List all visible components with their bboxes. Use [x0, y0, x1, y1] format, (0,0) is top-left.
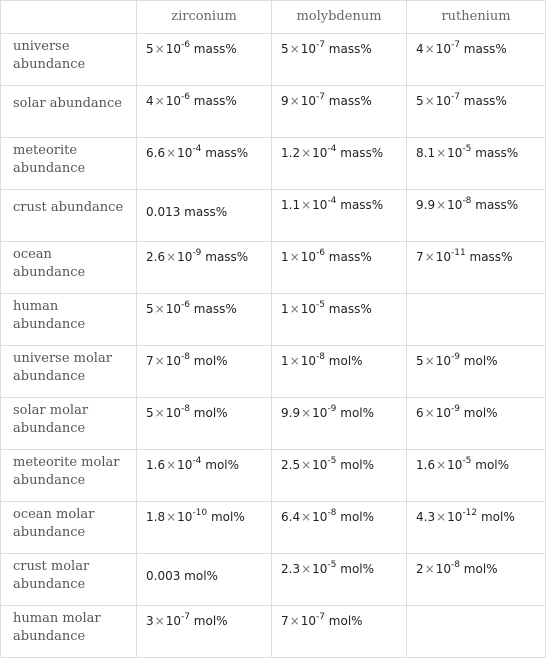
cell-zirconium: $1.6\times 10^{-4}$ mol%: [137, 450, 272, 502]
table-body: [1, 34, 546, 658]
unit: mass%: [469, 250, 513, 264]
mantissa: 6.4: [281, 510, 301, 524]
cell-molybdenum: $9\times 10^{-7}$ mass%: [272, 86, 407, 138]
exponent: -10: [192, 508, 208, 518]
times-sign: ×: [166, 250, 177, 264]
unit: mol%: [210, 510, 245, 524]
exponent: -7: [450, 40, 460, 50]
unit: mass%: [463, 94, 507, 108]
row-label: ocean abundance: [1, 242, 137, 294]
column-header-zirconium: zirconium: [137, 1, 272, 34]
unit: mol%: [193, 406, 228, 420]
exponent: -7: [315, 612, 325, 622]
mantissa: 8.1: [416, 146, 436, 160]
unit: mass%: [205, 146, 249, 160]
mantissa: 4: [416, 42, 424, 56]
unit: mol%: [463, 562, 498, 576]
exponent: -6: [180, 40, 190, 50]
mantissa: 1: [281, 250, 289, 264]
times-sign: ×: [289, 354, 300, 368]
times-sign: ×: [154, 42, 165, 56]
table-row: [1, 294, 546, 346]
unit: mass%: [328, 42, 372, 56]
cell-ruthenium: [407, 606, 546, 658]
exponent: -5: [327, 560, 337, 570]
unit: mol%: [340, 510, 375, 524]
cell-molybdenum: $5\times 10^{-7}$ mass%: [272, 34, 407, 86]
unit: mol%: [475, 458, 510, 472]
times-sign: ×: [289, 42, 300, 56]
cell-molybdenum: $2.3\times 10^{-5}$ mol%: [272, 554, 407, 606]
cell-molybdenum: $1\times 10^{-5}$ mass%: [272, 294, 407, 346]
cell-ruthenium: $5\times 10^{-9}$ mol%: [407, 346, 546, 398]
exponent: -4: [327, 144, 337, 154]
cell-molybdenum: $1.1\times 10^{-4}$ mass%: [272, 190, 407, 242]
mantissa: 5: [146, 406, 154, 420]
exponent: -8: [180, 404, 190, 414]
exponent: -9: [327, 404, 337, 414]
cell-molybdenum: $1.2\times 10^{-4}$ mass%: [272, 138, 407, 190]
cell-zirconium: [137, 554, 272, 606]
cell-ruthenium: $6\times 10^{-9}$ mol%: [407, 398, 546, 450]
times-sign: ×: [166, 510, 177, 524]
exponent: -5: [327, 456, 337, 466]
row-label: crust molar abundance: [1, 554, 137, 606]
unit: mass%: [328, 250, 372, 264]
mantissa: 9.9: [416, 198, 436, 212]
exponent: -9: [192, 248, 202, 258]
unit: mol%: [340, 562, 375, 576]
mantissa: 5: [416, 94, 424, 108]
times-sign: ×: [436, 458, 447, 472]
row-label: solar abundance: [1, 86, 137, 138]
cell-ruthenium: $9.9\times 10^{-8}$ mass%: [407, 190, 546, 242]
unit: mass%: [340, 146, 384, 160]
table-row: [1, 606, 546, 658]
table-row: [1, 138, 546, 190]
times-sign: ×: [436, 198, 447, 212]
unit: mass%: [193, 94, 237, 108]
times-sign: ×: [166, 458, 177, 472]
header-row: [1, 1, 546, 34]
times-sign: ×: [301, 562, 312, 576]
exponent: -5: [462, 456, 472, 466]
mantissa: 2.5: [281, 458, 301, 472]
mantissa: 7: [416, 250, 424, 264]
times-sign: ×: [424, 406, 435, 420]
times-sign: ×: [289, 302, 300, 316]
cell-ruthenium: [407, 294, 546, 346]
times-sign: ×: [289, 614, 300, 628]
unit: mass%: [328, 94, 372, 108]
exponent: -11: [450, 248, 466, 258]
times-sign: ×: [301, 458, 312, 472]
unit: mass%: [193, 302, 237, 316]
cell-ruthenium: $4\times 10^{-7}$ mass%: [407, 34, 546, 86]
times-sign: ×: [154, 614, 165, 628]
exponent: -5: [315, 300, 325, 310]
table-row: [1, 242, 546, 294]
row-label: meteorite molar abundance: [1, 450, 137, 502]
unit: mol%: [328, 354, 363, 368]
cell-zirconium: $5\times 10^{-8}$ mol%: [137, 398, 272, 450]
exponent: -4: [327, 196, 337, 206]
times-sign: ×: [154, 302, 165, 316]
exponent: -7: [450, 92, 460, 102]
unit: mass%: [328, 302, 372, 316]
row-label: human molar abundance: [1, 606, 137, 658]
times-sign: ×: [424, 250, 435, 264]
cell-zirconium: $6.6\times 10^{-4}$ mass%: [137, 138, 272, 190]
times-sign: ×: [424, 354, 435, 368]
mantissa: 6: [416, 406, 424, 420]
mantissa: 2.3: [281, 562, 301, 576]
table-row: [1, 346, 546, 398]
cell-molybdenum: $9.9\times 10^{-9}$ mol%: [272, 398, 407, 450]
unit: mass%: [193, 42, 237, 56]
cell-value: 0.003 mol%: [146, 569, 218, 583]
exponent: -8: [462, 196, 472, 206]
mantissa: 2.6: [146, 250, 166, 264]
exponent: -4: [192, 456, 202, 466]
table-row: [1, 190, 546, 242]
exponent: -6: [180, 300, 190, 310]
table-row: [1, 34, 546, 86]
mantissa: 4: [146, 94, 154, 108]
column-header-ruthenium: ruthenium: [407, 1, 546, 34]
cell-ruthenium: $1.6\times 10^{-5}$ mol%: [407, 450, 546, 502]
cell-zirconium: $7\times 10^{-8}$ mol%: [137, 346, 272, 398]
row-label: solar molar abundance: [1, 398, 137, 450]
unit: mol%: [340, 406, 375, 420]
corner-cell: [1, 1, 137, 34]
exponent: -6: [315, 248, 325, 258]
unit: mol%: [205, 458, 240, 472]
unit: mass%: [205, 250, 249, 264]
exponent: -7: [315, 40, 325, 50]
mantissa: 1.6: [146, 458, 166, 472]
unit: mol%: [328, 614, 363, 628]
times-sign: ×: [154, 94, 165, 108]
unit: mol%: [463, 406, 498, 420]
mantissa: 5: [146, 302, 154, 316]
mantissa: 9: [281, 94, 289, 108]
mantissa: 4.3: [416, 510, 436, 524]
exponent: -5: [462, 144, 472, 154]
exponent: -6: [180, 92, 190, 102]
unit: mol%: [480, 510, 515, 524]
mantissa: 1.2: [281, 146, 301, 160]
times-sign: ×: [154, 406, 165, 420]
unit: mol%: [340, 458, 375, 472]
cell-molybdenum: $1\times 10^{-6}$ mass%: [272, 242, 407, 294]
row-label: universe molar abundance: [1, 346, 137, 398]
unit: mass%: [340, 198, 384, 212]
times-sign: ×: [289, 250, 300, 264]
cell-ruthenium: $2\times 10^{-8}$ mol%: [407, 554, 546, 606]
table-row: [1, 86, 546, 138]
table-row: [1, 554, 546, 606]
mantissa: 1.1: [281, 198, 301, 212]
row-label: universe abundance: [1, 34, 137, 86]
unit: mass%: [475, 198, 519, 212]
exponent: -7: [180, 612, 190, 622]
exponent: -4: [192, 144, 202, 154]
times-sign: ×: [301, 198, 312, 212]
mantissa: 1.8: [146, 510, 166, 524]
times-sign: ×: [436, 146, 447, 160]
cell-value: 0.013 mass%: [146, 205, 228, 219]
cell-ruthenium: $8.1\times 10^{-5}$ mass%: [407, 138, 546, 190]
exponent: -9: [450, 352, 460, 362]
times-sign: ×: [301, 406, 312, 420]
times-sign: ×: [301, 146, 312, 160]
exponent: -7: [315, 92, 325, 102]
cell-zirconium: $4\times 10^{-6}$ mass%: [137, 86, 272, 138]
mantissa: 6.6: [146, 146, 166, 160]
cell-zirconium: $5\times 10^{-6}$ mass%: [137, 294, 272, 346]
mantissa: 5: [416, 354, 424, 368]
unit: mol%: [193, 354, 228, 368]
column-header-molybdenum: molybdenum: [272, 1, 407, 34]
times-sign: ×: [289, 94, 300, 108]
cell-zirconium: $2.6\times 10^{-9}$ mass%: [137, 242, 272, 294]
times-sign: ×: [424, 562, 435, 576]
exponent: -9: [450, 404, 460, 414]
exponent: -8: [180, 352, 190, 362]
table-row: [1, 502, 546, 554]
cell-molybdenum: $2.5\times 10^{-5}$ mol%: [272, 450, 407, 502]
cell-molybdenum: $6.4\times 10^{-8}$ mol%: [272, 502, 407, 554]
mantissa: 2: [416, 562, 424, 576]
times-sign: ×: [301, 510, 312, 524]
table-row: [1, 398, 546, 450]
mantissa: 1: [281, 302, 289, 316]
cell-molybdenum: $7\times 10^{-7}$ mol%: [272, 606, 407, 658]
times-sign: ×: [154, 354, 165, 368]
mantissa: 5: [281, 42, 289, 56]
cell-ruthenium: $7\times 10^{-11}$ mass%: [407, 242, 546, 294]
unit: mass%: [463, 42, 507, 56]
cell-molybdenum: $1\times 10^{-8}$ mol%: [272, 346, 407, 398]
cell-ruthenium: $4.3\times 10^{-12}$ mol%: [407, 502, 546, 554]
mantissa: 1.6: [416, 458, 436, 472]
times-sign: ×: [424, 42, 435, 56]
unit: mol%: [193, 614, 228, 628]
cell-ruthenium: $5\times 10^{-7}$ mass%: [407, 86, 546, 138]
exponent: -12: [462, 508, 478, 518]
exponent: -8: [327, 508, 337, 518]
exponent: -8: [315, 352, 325, 362]
times-sign: ×: [424, 94, 435, 108]
unit: mass%: [475, 146, 519, 160]
times-sign: ×: [166, 146, 177, 160]
mantissa: 3: [146, 614, 154, 628]
table-row: [1, 450, 546, 502]
row-label: ocean molar abundance: [1, 502, 137, 554]
times-sign: ×: [436, 510, 447, 524]
mantissa: 5: [146, 42, 154, 56]
cell-zirconium: [137, 190, 272, 242]
row-label: crust abundance: [1, 190, 137, 242]
row-label: human abundance: [1, 294, 137, 346]
mantissa: 9.9: [281, 406, 301, 420]
mantissa: 7: [281, 614, 289, 628]
mantissa: 1: [281, 354, 289, 368]
cell-zirconium: $1.8\times 10^{-10}$ mol%: [137, 502, 272, 554]
row-label: meteorite abundance: [1, 138, 137, 190]
exponent: -8: [450, 560, 460, 570]
cell-zirconium: $5\times 10^{-6}$ mass%: [137, 34, 272, 86]
unit: mol%: [463, 354, 498, 368]
cell-zirconium: $3\times 10^{-7}$ mol%: [137, 606, 272, 658]
mantissa: 7: [146, 354, 154, 368]
